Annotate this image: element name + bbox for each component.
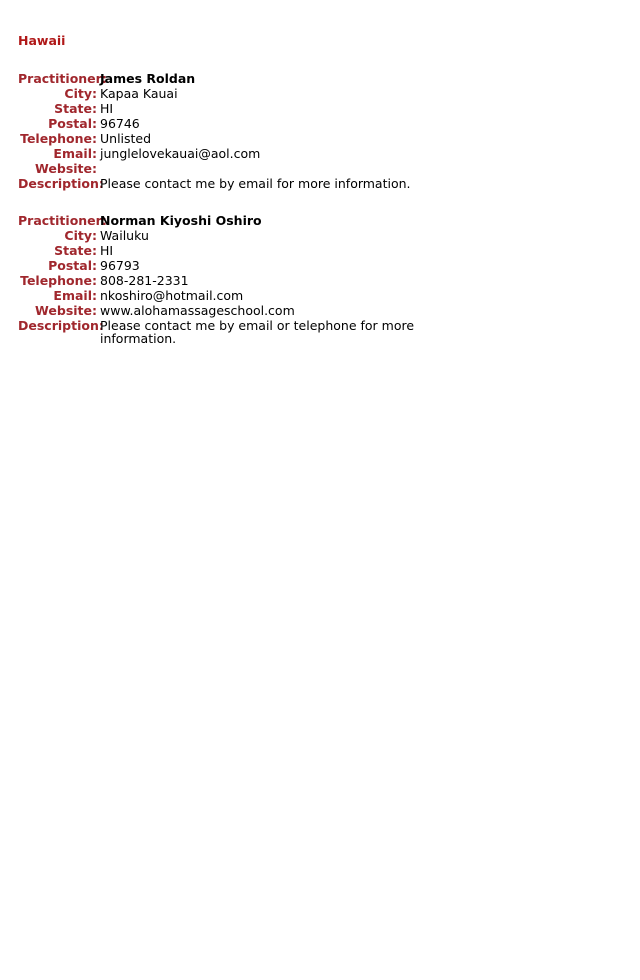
website-label: Website: [35, 303, 97, 318]
email-value: junglelovekauai@aol.com [100, 146, 261, 161]
postal-row [18, 258, 438, 273]
telephone-value: Unlisted [100, 131, 152, 146]
telephone-value: 808-281-2331 [100, 273, 189, 288]
description-label: Description: [18, 318, 104, 333]
state-label: State: [54, 243, 97, 258]
listing-page [18, 33, 438, 367]
practitioner-label: Practitioner: [18, 71, 107, 86]
practitioner-name: James Roldan [100, 71, 196, 86]
description-row [18, 318, 438, 345]
city-row [18, 86, 438, 101]
state-value: HI [100, 101, 114, 116]
city-value: Wailuku [100, 228, 149, 243]
postal-value: 96793 [100, 258, 140, 273]
email-value: nkoshiro@hotmail.com [100, 288, 244, 303]
telephone-label: Telephone: [20, 131, 97, 146]
email-row [18, 146, 438, 161]
city-row [18, 228, 438, 243]
postal-value: 96746 [100, 116, 140, 131]
city-label: City: [64, 86, 97, 101]
practitioner-label: Practitioner: [18, 213, 107, 228]
telephone-row [18, 273, 438, 288]
postal-label: Postal: [48, 258, 97, 273]
website-value: www.alohamassageschool.com [100, 303, 295, 318]
practitioner-name: Norman Kiyoshi Oshiro [100, 213, 262, 228]
practitioner-entry [18, 71, 438, 191]
website-row [18, 161, 438, 176]
postal-label: Postal: [48, 116, 97, 131]
state-heading: Hawaii [18, 33, 66, 48]
postal-row [18, 116, 438, 131]
email-row [18, 288, 438, 303]
state-row [18, 243, 438, 258]
state-label: State: [54, 101, 97, 116]
practitioner-row [18, 71, 438, 86]
email-label: Email: [53, 146, 97, 161]
practitioner-row [18, 213, 438, 228]
city-label: City: [64, 228, 97, 243]
website-value [100, 161, 438, 176]
website-label: Website: [35, 161, 97, 176]
practitioner-entry [18, 213, 438, 345]
telephone-label: Telephone: [20, 273, 97, 288]
description-label: Description: [18, 176, 104, 191]
description-value: Please contact me by email or telephone for more information. [100, 318, 415, 346]
state-value: HI [100, 243, 114, 258]
description-row [18, 176, 438, 191]
telephone-row [18, 131, 438, 146]
website-row [18, 303, 438, 318]
description-value: Please contact me by email for more information. [100, 176, 411, 191]
state-row [18, 101, 438, 116]
city-value: Kapaa Kauai [100, 86, 178, 101]
email-label: Email: [53, 288, 97, 303]
